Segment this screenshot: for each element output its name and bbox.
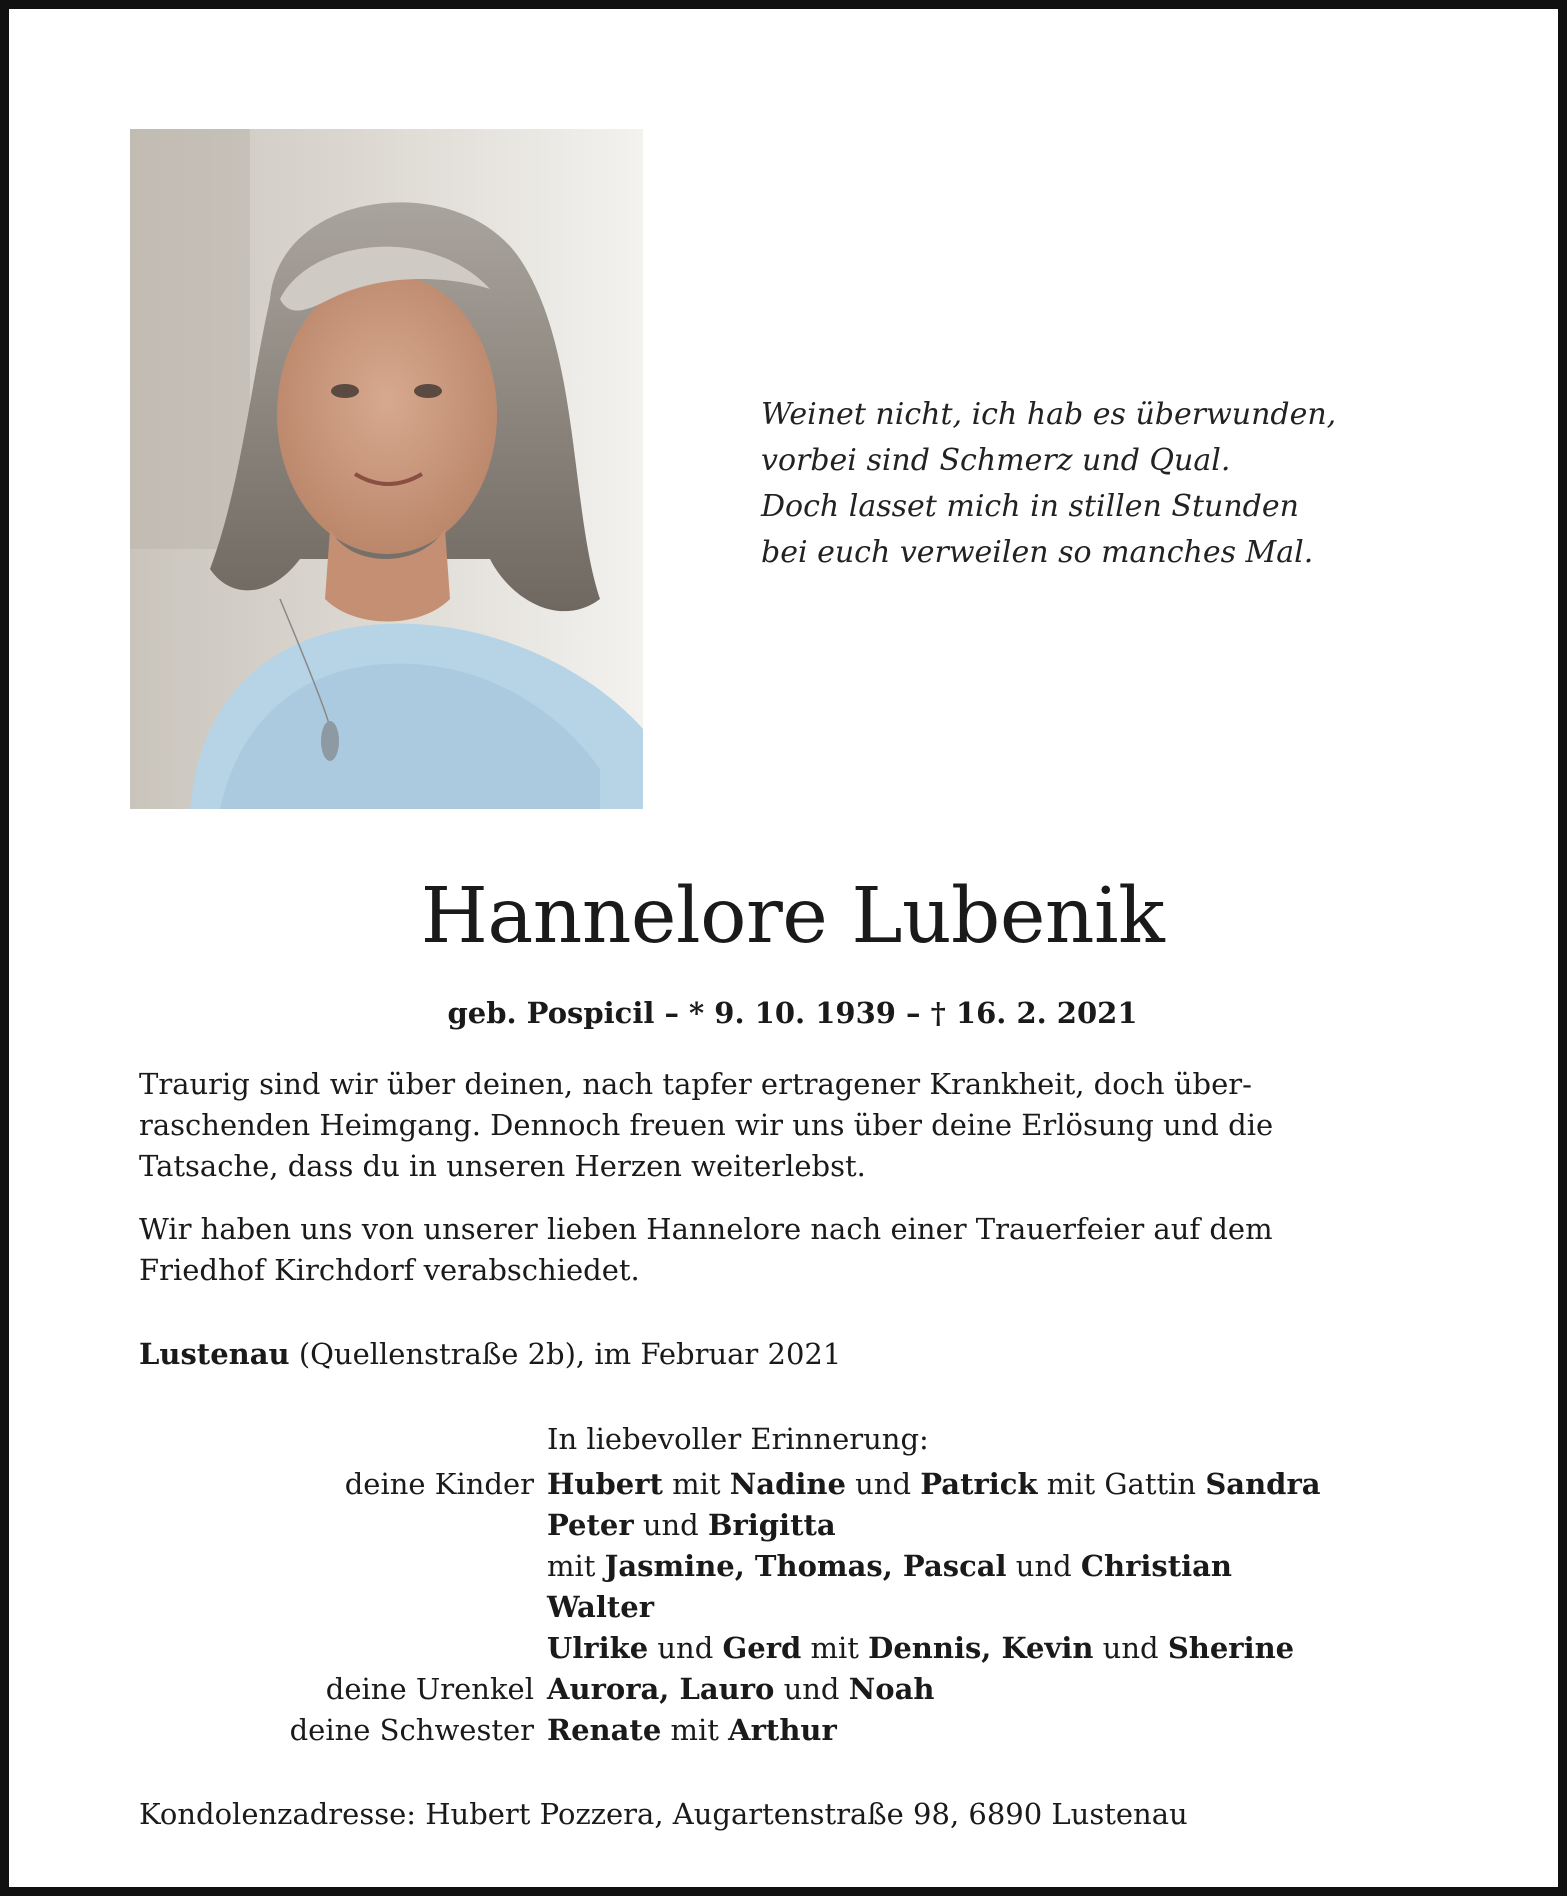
family-member-name: Patrick	[920, 1467, 1038, 1501]
family-names	[547, 1669, 934, 1710]
family-member-name: Noah	[848, 1672, 935, 1706]
family-member-name: Peter	[547, 1508, 634, 1542]
family-row	[9, 1669, 1567, 1710]
paragraph-line: Friedhof Kirchdorf verabschiedet.	[139, 1253, 640, 1287]
family-names	[547, 1628, 1294, 1669]
family-member-name: Aurora, Lauro	[547, 1672, 775, 1706]
connector-text: mit	[801, 1631, 869, 1665]
condolence-address: Kondolenzadresse: Hubert Pozzera, Augartenstraße 98, 6890 Lustenau	[139, 1797, 1188, 1831]
farewell-paragraph	[139, 1209, 1449, 1291]
family-member-name: Brigitta	[707, 1508, 836, 1542]
family-row	[9, 1505, 1567, 1546]
connector-text: und	[845, 1467, 921, 1501]
paragraph-line: Wir haben uns von unserer lieben Hannelore nach einer Trauerfeier auf dem	[139, 1212, 1273, 1246]
family-member-name: Sandra	[1205, 1467, 1321, 1501]
family-row	[9, 1587, 1567, 1628]
memorial-poem	[761, 392, 1461, 576]
connector-text: mit Gattin	[1037, 1467, 1206, 1501]
family-list	[9, 1464, 1567, 1751]
poem-line: Weinet nicht, ich hab es überwunden,	[761, 397, 1337, 432]
deceased-name: Hannelore Lubenik	[420, 872, 1165, 961]
place-town: Lustenau	[139, 1337, 290, 1371]
family-member-name: Dennis, Kevin	[868, 1631, 1094, 1665]
family-relation: deine Urenkel	[325, 1672, 534, 1706]
family-names	[547, 1710, 837, 1751]
connector-text: und	[774, 1672, 849, 1706]
family-member-name: Gerd	[722, 1631, 802, 1665]
family-names	[547, 1587, 654, 1628]
family-names	[547, 1546, 1232, 1587]
connector-text: mit	[547, 1549, 605, 1583]
family-names	[547, 1505, 836, 1546]
poem-line: Doch lasset mich in stillen Stunden	[761, 489, 1299, 524]
birth-death-dates: geb. Pospicil – * 9. 10. 1939 – † 16. 2. 2021	[447, 996, 1138, 1030]
portrait-photo	[130, 129, 643, 809]
family-relation: deine Schwester	[289, 1713, 534, 1747]
family-names	[547, 1464, 1321, 1505]
connector-text: und	[1006, 1549, 1081, 1583]
family-member-name: Arthur	[728, 1713, 837, 1747]
family-member-name: Ulrike	[547, 1631, 649, 1665]
family-member-name: Renate	[547, 1713, 662, 1747]
poem-line: bei euch verweilen so manches Mal.	[761, 535, 1314, 570]
paragraph-line: Traurig sind wir über deinen, nach tapfer ertragener Krankheit, doch über-	[139, 1067, 1252, 1101]
family-member-name: Jasmine, Thomas, Pascal	[604, 1549, 1007, 1583]
mourning-paragraph	[139, 1064, 1449, 1187]
place-and-date	[139, 1334, 841, 1375]
connector-text: und	[633, 1508, 708, 1542]
paragraph-line: raschenden Heimgang. Dennoch freuen wir uns über deine Erlösung und die	[139, 1108, 1274, 1142]
family-member-name: Walter	[547, 1590, 654, 1624]
family-member-name: Hubert	[547, 1467, 663, 1501]
remembrance-intro: In liebevoller Erinnerung:	[547, 1422, 929, 1456]
paragraph-line: Tatsache, dass du in unseren Herzen weiterlebst.	[139, 1149, 866, 1183]
family-row	[9, 1710, 1567, 1751]
family-member-name: Sherine	[1167, 1631, 1295, 1665]
family-relation: deine Kinder	[344, 1467, 534, 1501]
family-member-name: Christian	[1080, 1549, 1232, 1583]
connector-text: und	[648, 1631, 723, 1665]
family-row	[9, 1628, 1567, 1669]
family-row	[9, 1464, 1567, 1505]
place-rest: (Quellenstraße 2b), im Februar 2021	[289, 1337, 842, 1371]
family-row	[9, 1546, 1567, 1587]
family-member-name: Nadine	[729, 1467, 846, 1501]
poem-line: vorbei sind Schmerz und Qual.	[761, 443, 1231, 478]
connector-text: mit	[662, 1467, 730, 1501]
connector-text: und	[1093, 1631, 1168, 1665]
connector-text: mit	[661, 1713, 729, 1747]
